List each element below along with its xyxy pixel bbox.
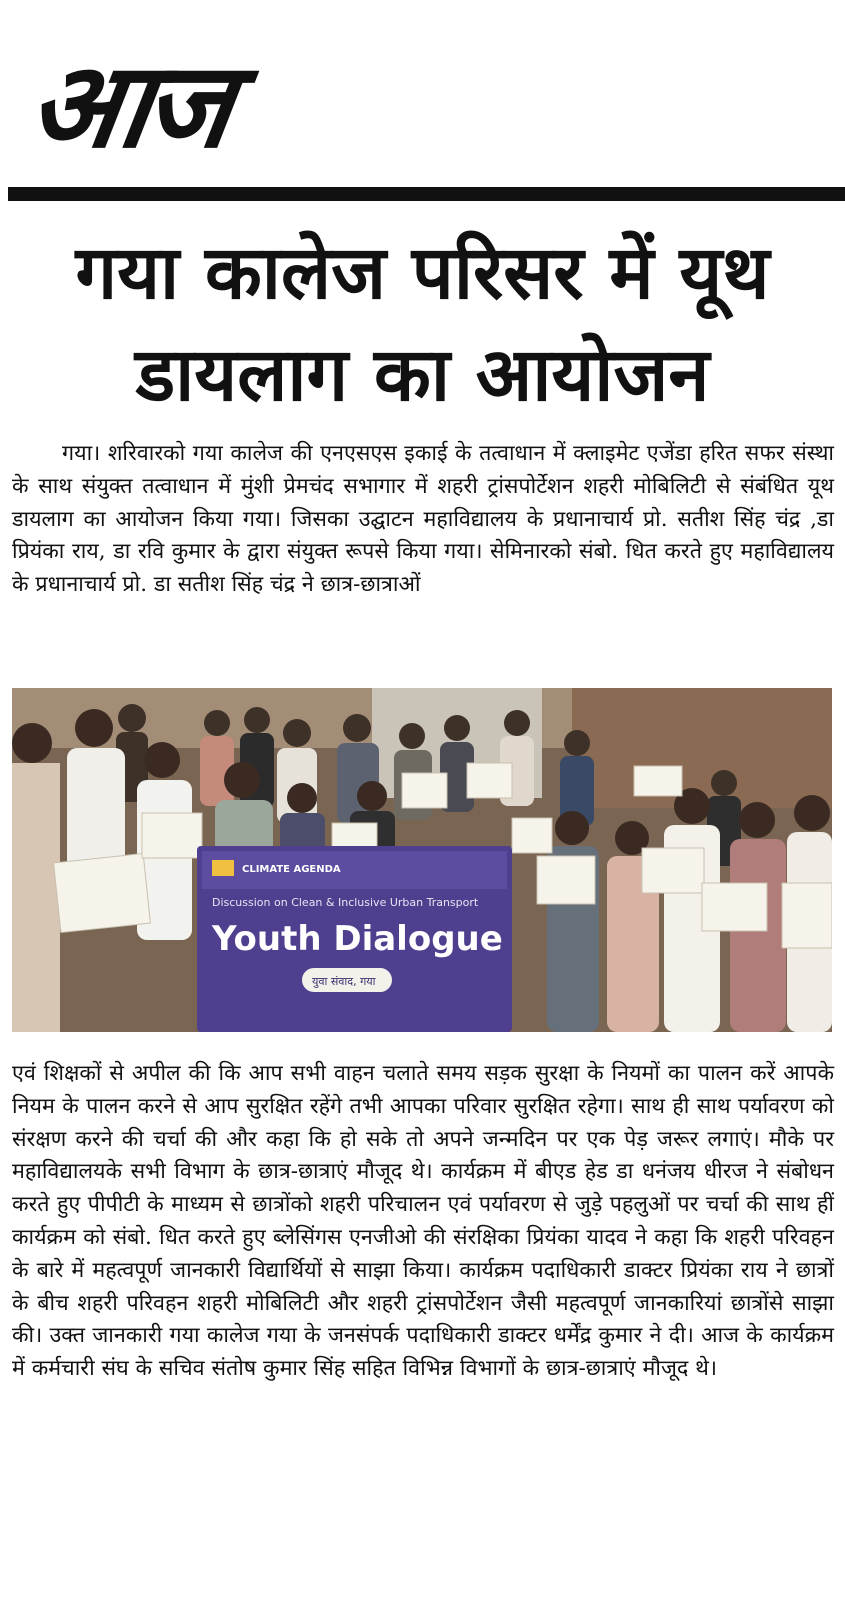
masthead-divider xyxy=(8,187,845,201)
newspaper-masthead xyxy=(20,36,340,174)
article-paragraph-1: गया। शरिवारको गया कालेज की एनएसएस इकाई के तत्वाधान में क्लाइमेट एजेंडा हरित सफर संस्था के साथ संयुक्त तत्वाधान में मुंशी प्रेमचंद सभागार में शहरी ट्रांसपोर्टेशन शहरी मोबिलिटी से संबंधित यूथ डायलाग का आयोजन किया गया। जिसका उद्घाटन महाविद्यालय के प्रधानाचार्य प्रो. सतीश सिंह चंद्र ,डा प्रियंका राय, डा रवि कुमार के द्वारा संयुक्त रूपसे किया गया। सेमिनारको संबो. धित करते हुए महाविद्यालय के प्रधानाचार्य प्रो. डा सतीश सिंह चंद्र ने छात्र-छात्राओं xyxy=(12,441,834,598)
photo-illustration xyxy=(12,688,832,1032)
article-paragraph-2: एवं शिक्षकों से अपील की कि आप सभी वाहन चलाते समय सड़क सुरक्षा के नियमों का पालन करें आपके नियम के पालन करने से आप सुरक्षित रहेंगे तभी आपका परिवार सुरक्षित रहेगा। साथ ही साथ पर्यावरण को संरक्षण करने की चर्चा की और कहा कि हो सके तो अपने जन्मदिन पर एक पेड़ जरूर लगाएं। मौके पर महाविद्यालयके सभी विभाग के छात्र-छात्राएं मौजूद थे। कार्यक्रम में बीएड हेड डा धनंजय धीरज ने संबोधन करते हुए पीपीटी के माध्यम से छात्रोंको शहरी परिचालन एवं पर्यावरण से जुड़े पहलुओं पर चर्चा की साथ हीं कार्यक्रम को संबो. धित करते हुए ब्लेसिंगस एनजीओ की संरक्षिका प्रियंका यादव ने कहा कि शहरी परिवहन के बारे में महत्वपूर्ण जानकारी विद्यार्थियों से साझा किया। कार्यक्रम पदाधिकारी डाक्टर प्रियंका राय ने छात्रों के बीच शहरी परिवहन शहरी मोबिलिटी और शहरी ट्रांसपोर्टेशन जैसी महत्वपूर्ण जानकारियां छात्रोंसे साझा की। उक्त जानकारी गया कालेज गया के जनसंपर्क पदाधिकारी डाक्टर धर्मेंद्र कुमार ने दी। आज के कार्यक्रम में कर्मचारी संघ के सचिव संतोष कुमार सिंह सहित विभिन्न विभागों के छात्र-छात्राएं मौजूद थे। xyxy=(12,1061,834,1382)
article-headline: गया कालेज परिसर में यूथ डायलाग का आयोजन xyxy=(75,230,770,418)
banner-caption: युवा संवाद, गया xyxy=(312,975,376,988)
masthead-title: आज xyxy=(20,36,236,174)
article-photo xyxy=(12,688,832,1032)
banner-subtitle: Discussion on Clean & Inclusive Urban Transport xyxy=(212,896,479,909)
banner-logo-text: CLIMATE AGENDA xyxy=(242,864,341,875)
banner-title: Youth Dialogue xyxy=(212,919,503,959)
